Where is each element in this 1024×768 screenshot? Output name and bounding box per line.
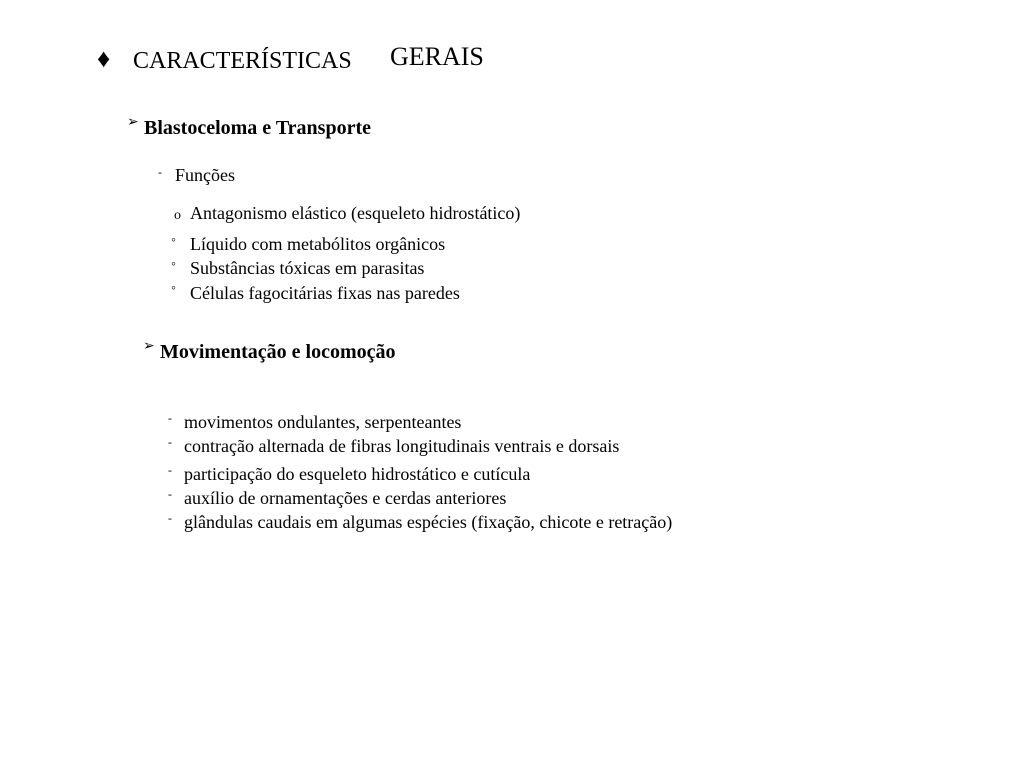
dash-bullet-icon: - xyxy=(168,511,172,525)
list-item: Antagonismo elástico (esqueleto hidrostático) xyxy=(190,203,521,223)
slide-title-part2: GERAIS xyxy=(390,42,484,71)
list-item: participação do esqueleto hidrostático e cutícula xyxy=(184,464,531,484)
circle-bullet-icon: ◦ xyxy=(171,257,176,272)
slide-title-part1: CARACTERÍSTICAS xyxy=(133,48,352,74)
list-item: contração alternada de fibras longitudinais ventrais e dorsais xyxy=(184,436,620,456)
arrow-bullet-icon: ➢ xyxy=(143,339,155,354)
dash-bullet-icon: - xyxy=(168,463,172,477)
list-item: Líquido com metabólitos orgânicos xyxy=(190,234,446,254)
list-item: auxílio de ornamentações e cerdas anteriores xyxy=(184,488,507,508)
dash-bullet-icon: - xyxy=(158,165,162,179)
circle-bullet-icon: ◦ xyxy=(171,233,176,248)
title-bullet-icon: ♦ xyxy=(97,44,111,73)
circle-bullet-icon: ◦ xyxy=(171,281,176,296)
list-item: movimentos ondulantes, serpenteantes xyxy=(184,412,462,432)
section-heading-transport: Blastoceloma e Transporte xyxy=(144,117,372,139)
circle-bullet-icon: o xyxy=(174,208,181,223)
list-item: Células fagocitárias fixas nas paredes xyxy=(190,283,460,303)
section-heading-locomotion: Movimentação e locomoção xyxy=(160,341,396,363)
list-item: Substâncias tóxicas em parasitas xyxy=(190,258,425,278)
dash-bullet-icon: - xyxy=(168,435,172,449)
dash-bullet-icon: - xyxy=(168,411,172,425)
arrow-bullet-icon: ➢ xyxy=(127,115,139,130)
subheading-functions: Funções xyxy=(175,165,235,185)
list-item: glândulas caudais em algumas espécies (fixação, chicote e retração) xyxy=(184,512,673,532)
dash-bullet-icon: - xyxy=(168,487,172,501)
